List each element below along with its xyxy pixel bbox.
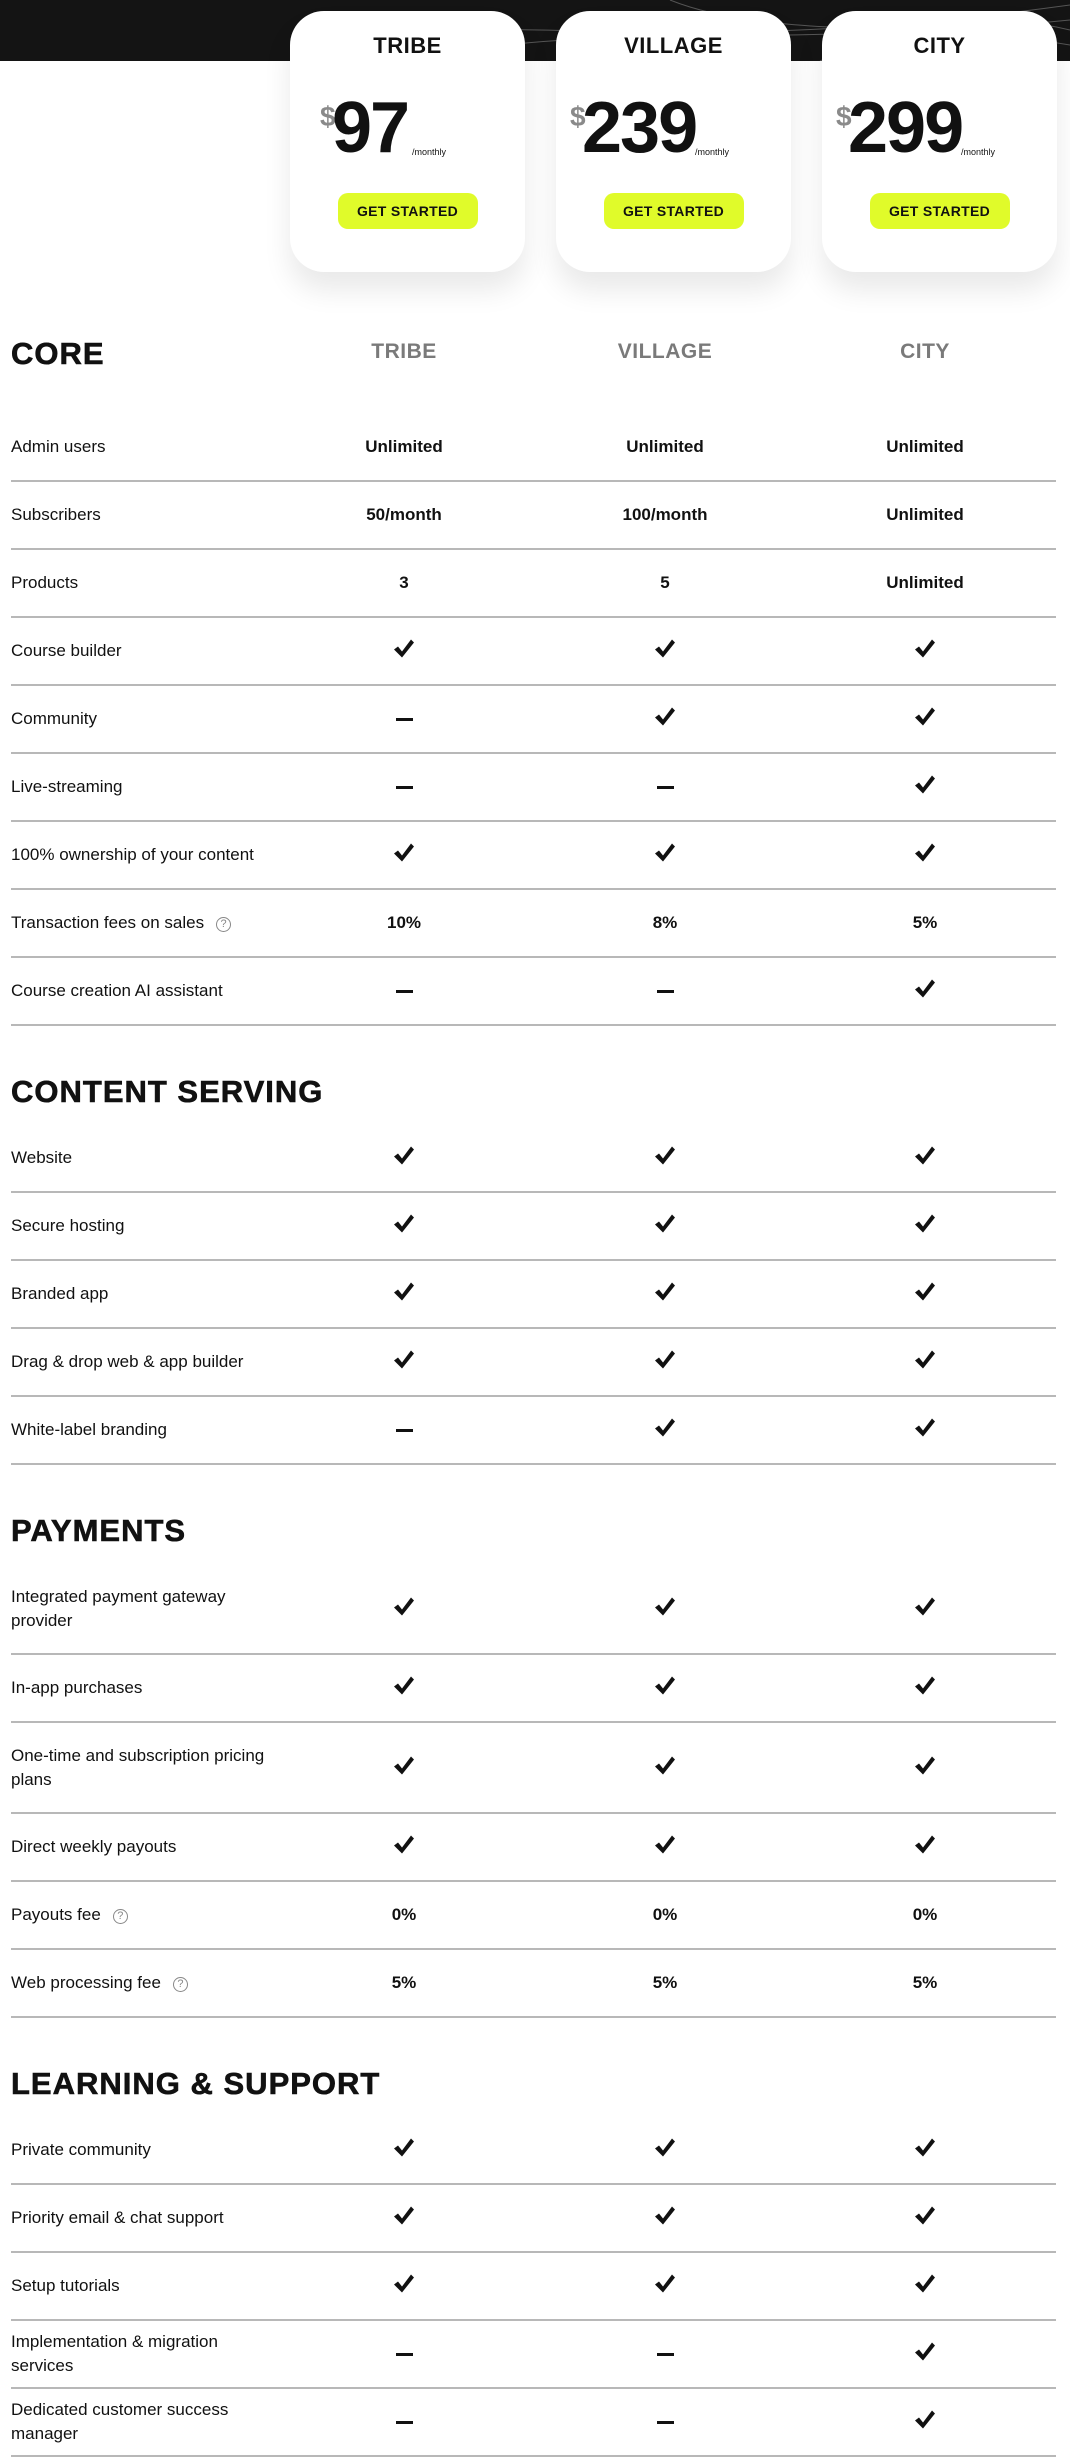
feature-label (11, 775, 271, 799)
price-amount: 299 (848, 88, 963, 168)
feature-value: 0% (652, 1905, 678, 1924)
check-icon (825, 1418, 1025, 1443)
check-icon (825, 2274, 1025, 2299)
feature-label-text: Payouts fee (11, 1905, 101, 1924)
feature-value: 5 (660, 573, 670, 592)
price-period: /monthly (695, 147, 730, 157)
feature-label-text: Course creation AI assistant (11, 981, 223, 1000)
dash-icon (565, 2344, 765, 2364)
check-icon (825, 639, 1025, 664)
check-icon (304, 2138, 504, 2163)
plan-name: VILLAGE (624, 33, 723, 58)
feature-value: Unlimited (886, 573, 964, 592)
help-icon[interactable]: ? (216, 917, 231, 932)
feature-label (11, 1282, 271, 1306)
feature-label-text: Community (11, 709, 97, 728)
check-icon (565, 2206, 765, 2231)
check-icon (565, 707, 765, 732)
price-amount: 97 (332, 88, 409, 168)
feature-label (11, 1835, 271, 1859)
feature-label (11, 843, 271, 867)
table-row (11, 1564, 1056, 1655)
feature-label-text: Products (11, 573, 79, 592)
check-icon (304, 1214, 504, 1239)
table-row (11, 2253, 1056, 2321)
feature-label (11, 911, 271, 935)
check-icon (304, 1596, 504, 1621)
check-icon (565, 1146, 765, 1171)
feature-label (11, 1214, 271, 1238)
feature-label-text: Secure hosting (11, 1216, 125, 1235)
check-icon (825, 1835, 1025, 1860)
currency-symbol: $ (320, 101, 336, 132)
dash-icon (304, 709, 504, 729)
plan-price (290, 87, 525, 177)
check-icon (565, 1755, 765, 1780)
column-header-village: VILLAGE (617, 340, 713, 363)
feature-label (11, 1744, 271, 1792)
comparison-table (11, 272, 1056, 2457)
table-row (11, 686, 1056, 754)
check-icon (825, 1676, 1025, 1701)
table-row (11, 1329, 1056, 1397)
feature-label (11, 503, 271, 527)
plan-name: TRIBE (373, 33, 442, 58)
feature-value: Unlimited (365, 437, 443, 456)
feature-label-text: 100% ownership of your content (11, 845, 254, 864)
feature-value: Unlimited (626, 437, 704, 456)
feature-label (11, 1585, 271, 1633)
table-row (11, 1723, 1056, 1814)
table-row (11, 2185, 1056, 2253)
check-icon (565, 1676, 765, 1701)
feature-value: 5% (391, 1973, 417, 1992)
feature-label (11, 2398, 271, 2446)
table-row (11, 822, 1056, 890)
feature-label (11, 639, 271, 663)
help-icon[interactable]: ? (173, 1977, 188, 1992)
section-header (11, 1026, 1056, 1125)
check-icon (825, 1214, 1025, 1239)
check-icon (304, 843, 504, 868)
currency-symbol: $ (570, 101, 586, 132)
table-row (11, 1125, 1056, 1193)
get-started-button[interactable]: GET STARTED (338, 193, 478, 229)
feature-label (11, 571, 271, 595)
plan-card-tribe (290, 11, 525, 272)
plan-price (822, 87, 1057, 177)
feature-value: Unlimited (886, 437, 964, 456)
plan-card-village (556, 11, 791, 272)
price-amount: 239 (582, 88, 697, 168)
check-icon (565, 2138, 765, 2163)
table-row (11, 618, 1056, 686)
dash-icon (304, 777, 504, 797)
check-icon (565, 2274, 765, 2299)
table-row (11, 482, 1056, 550)
feature-label-text: Direct weekly payouts (11, 1837, 177, 1856)
feature-label (11, 1146, 271, 1170)
feature-label-text: Course builder (11, 641, 122, 660)
check-icon (565, 1350, 765, 1375)
check-icon (304, 1755, 504, 1780)
section-title: LEARNING & SUPPORT (11, 2066, 381, 2101)
feature-label-text: Drag & drop web & app builder (11, 1352, 244, 1371)
check-icon (304, 2206, 504, 2231)
check-icon (565, 1596, 765, 1621)
check-icon (825, 1350, 1025, 1375)
section-header (11, 2018, 1056, 2117)
column-header-city: CITY (900, 340, 950, 363)
check-icon (825, 2410, 1025, 2435)
feature-value: 50/month (366, 505, 442, 524)
feature-value: 5% (652, 1973, 678, 1992)
get-started-button[interactable]: GET STARTED (604, 193, 744, 229)
dash-icon (304, 981, 504, 1001)
feature-label (11, 435, 271, 459)
dash-icon (565, 2412, 765, 2432)
check-icon (304, 1350, 504, 1375)
table-row (11, 2321, 1056, 2389)
check-icon (565, 1282, 765, 1307)
dash-icon (565, 981, 765, 1001)
table-row (11, 2117, 1056, 2185)
feature-label-text: Web processing fee (11, 1973, 161, 1992)
section-header (11, 272, 1056, 414)
table-row (11, 958, 1056, 1026)
feature-label (11, 1418, 271, 1442)
check-icon (565, 1418, 765, 1443)
feature-label (11, 1903, 271, 1927)
table-row (11, 2389, 1056, 2457)
feature-label-text: Dedicated customer success manager (11, 2400, 229, 2443)
table-row (11, 414, 1056, 482)
feature-label (11, 707, 271, 731)
check-icon (565, 639, 765, 664)
price-period: /monthly (412, 147, 447, 157)
table-row (11, 1193, 1056, 1261)
feature-label-text: Setup tutorials (11, 2276, 120, 2295)
check-icon (304, 1282, 504, 1307)
feature-value: 0% (391, 1905, 417, 1924)
feature-label-text: Private community (11, 2140, 151, 2159)
feature-label-text: In-app purchases (11, 1678, 143, 1697)
check-icon (825, 2138, 1025, 2163)
check-icon (825, 1755, 1025, 1780)
feature-label (11, 1676, 271, 1700)
plan-card-city (822, 11, 1057, 272)
feature-label (11, 2274, 271, 2298)
plan-name: CITY (913, 33, 966, 58)
feature-label-text: Admin users (11, 437, 106, 456)
dash-icon (304, 1420, 504, 1440)
table-row (11, 754, 1056, 822)
feature-label-text: Implementation & migration services (11, 2332, 218, 2375)
table-row (11, 890, 1056, 958)
check-icon (304, 1146, 504, 1171)
feature-label (11, 1971, 271, 1995)
price-period: /monthly (961, 147, 996, 157)
feature-label-text: Subscribers (11, 505, 101, 524)
table-row (11, 1397, 1056, 1465)
table-row (11, 1814, 1056, 1882)
check-icon (825, 2342, 1025, 2367)
feature-value: 3 (399, 573, 409, 592)
feature-label-text: White-label branding (11, 1420, 167, 1439)
plan-price (556, 87, 791, 177)
table-row (11, 1882, 1056, 1950)
table-row (11, 1655, 1056, 1723)
check-icon (825, 2206, 1025, 2231)
feature-label (11, 979, 271, 1003)
feature-label-text: Transaction fees on sales (11, 913, 205, 932)
feature-label (11, 2138, 271, 2162)
feature-label-text: Priority email & chat support (11, 2208, 224, 2227)
check-icon (565, 843, 765, 868)
section-title: CORE (11, 336, 105, 371)
column-header-tribe: TRIBE (371, 340, 437, 363)
feature-label-text: Integrated payment gateway provider (11, 1586, 226, 1630)
feature-label (11, 2330, 271, 2378)
check-icon (825, 707, 1025, 732)
feature-value: 0% (912, 1905, 938, 1924)
check-icon (304, 639, 504, 664)
dash-icon (304, 2344, 504, 2364)
check-icon (825, 1596, 1025, 1621)
currency-symbol: $ (836, 101, 852, 132)
feature-label-text: Live-streaming (11, 777, 123, 796)
check-icon (565, 1214, 765, 1239)
section-title: CONTENT SERVING (11, 1074, 324, 1109)
feature-label (11, 2206, 271, 2230)
table-row (11, 1261, 1056, 1329)
get-started-button[interactable]: GET STARTED (870, 193, 1010, 229)
check-icon (825, 843, 1025, 868)
feature-label-text: Branded app (11, 1284, 109, 1303)
feature-value: 10% (386, 913, 422, 932)
dash-icon (565, 777, 765, 797)
check-icon (825, 775, 1025, 800)
feature-value: 100/month (622, 505, 708, 524)
feature-label-text: Website (11, 1148, 73, 1167)
feature-label-text: One-time and subscription pricing plans (11, 1745, 265, 1789)
feature-value: 5% (912, 1973, 938, 1992)
feature-label (11, 1350, 271, 1374)
feature-value: Unlimited (886, 505, 964, 524)
table-row (11, 550, 1056, 618)
check-icon (304, 1835, 504, 1860)
check-icon (565, 1835, 765, 1860)
section-title: PAYMENTS (11, 1513, 187, 1548)
feature-value: 8% (652, 913, 678, 932)
check-icon (825, 979, 1025, 1004)
section-header (11, 1465, 1056, 1564)
check-icon (304, 1676, 504, 1701)
help-icon[interactable]: ? (113, 1909, 128, 1924)
check-icon (304, 2274, 504, 2299)
check-icon (825, 1146, 1025, 1171)
table-row (11, 1950, 1056, 2018)
feature-value: 5% (912, 913, 938, 932)
check-icon (825, 1282, 1025, 1307)
dash-icon (304, 2412, 504, 2432)
